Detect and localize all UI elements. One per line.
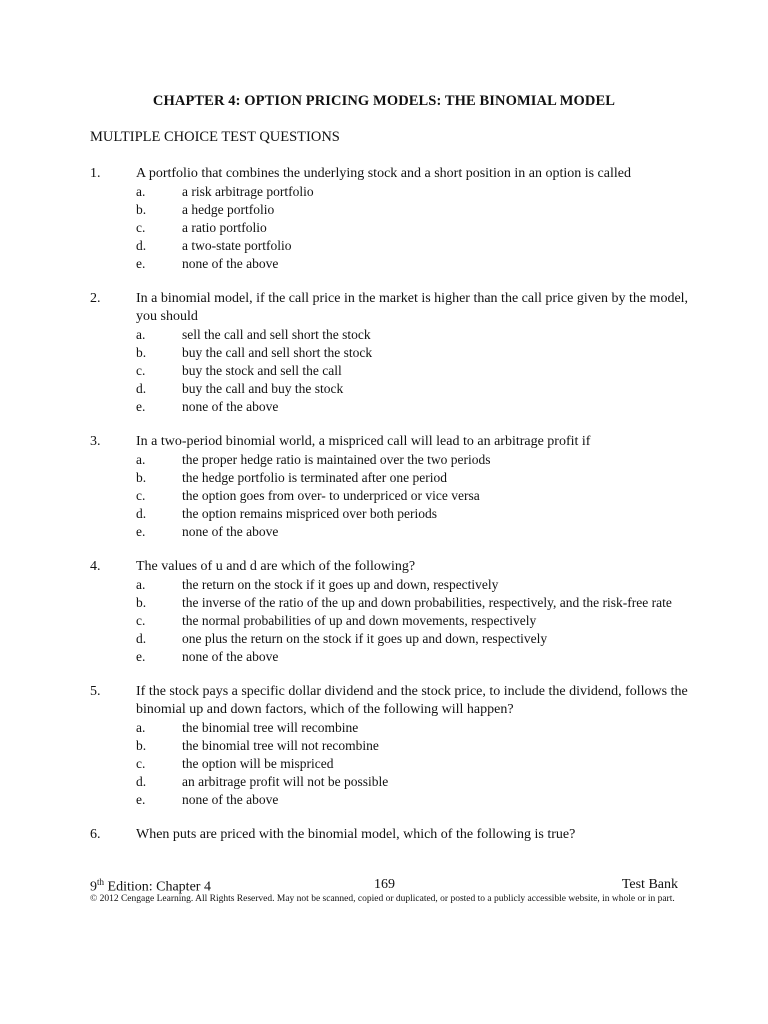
option-text: the proper hedge ratio is maintained over the two periods xyxy=(182,452,491,467)
answer-option xyxy=(90,487,690,505)
option-letter: c. xyxy=(136,488,146,503)
question-stem xyxy=(90,290,690,326)
option-text: a risk arbitrage portfolio xyxy=(182,184,314,199)
option-letter: e. xyxy=(136,256,146,271)
option-text: the option goes from over- to underpriced or vice versa xyxy=(182,488,480,503)
option-text: none of the above xyxy=(182,792,279,807)
option-letter: a. xyxy=(136,452,146,467)
option-letter: c. xyxy=(136,363,146,378)
answer-option xyxy=(90,344,690,362)
question-stem xyxy=(90,558,690,576)
answer-option xyxy=(90,523,690,541)
page-footer xyxy=(90,877,678,896)
answer-option xyxy=(90,791,690,809)
question-item xyxy=(90,290,690,416)
option-letter: d. xyxy=(136,506,147,521)
footer-test-bank: Test Bank xyxy=(621,877,678,892)
option-letter: d. xyxy=(136,381,147,396)
answer-option xyxy=(90,255,690,273)
question-text: The values of u and d are which of the following? xyxy=(136,559,416,574)
option-text: the inverse of the ratio of the up and down probabilities, respectively, and the risk-free rate xyxy=(182,595,672,610)
option-letter: c. xyxy=(136,756,146,771)
option-text: none of the above xyxy=(182,649,279,664)
question-number: 4. xyxy=(90,559,101,574)
answer-option xyxy=(90,237,690,255)
option-letter: b. xyxy=(136,345,147,360)
footer-page-number: 169 xyxy=(374,877,395,892)
option-text: buy the call and buy the stock xyxy=(182,381,344,396)
answer-option xyxy=(90,630,690,648)
option-text: buy the stock and sell the call xyxy=(182,363,342,378)
question-item xyxy=(90,826,690,844)
option-text: the hedge portfolio is terminated after one period xyxy=(182,470,448,485)
answer-option xyxy=(90,219,690,237)
option-letter: a. xyxy=(136,720,146,735)
option-letter: b. xyxy=(136,470,147,485)
answer-option xyxy=(90,201,690,219)
answer-option xyxy=(90,737,690,755)
option-text: an arbitrage profit will not be possible xyxy=(182,774,389,789)
question-number: 2. xyxy=(90,291,101,306)
question-number: 6. xyxy=(90,827,101,842)
option-letter: e. xyxy=(136,649,146,664)
option-text: the option remains mispriced over both periods xyxy=(182,506,437,521)
copyright-notice: © 2012 Cengage Learning. All Rights Reserved. May not be scanned, copied or duplicated, or posted to a publicly accessible website, in whole or in part. xyxy=(90,894,675,904)
answer-option xyxy=(90,451,690,469)
option-text: none of the above xyxy=(182,524,279,539)
option-letter: e. xyxy=(136,399,146,414)
footer-edition: 9th Edition: Chapter 4 xyxy=(90,877,211,895)
answer-option xyxy=(90,380,690,398)
option-letter: b. xyxy=(136,202,147,217)
answer-option xyxy=(90,326,690,344)
option-text: a two-state portfolio xyxy=(182,238,292,253)
question-number: 5. xyxy=(90,684,101,699)
chapter-title: CHAPTER 4: OPTION PRICING MODELS: THE BINOMIAL MODEL xyxy=(152,93,616,109)
section-heading: MULTIPLE CHOICE TEST QUESTIONS xyxy=(90,129,340,145)
option-letter: a. xyxy=(136,577,146,592)
question-stem xyxy=(90,165,690,183)
option-letter: a. xyxy=(136,184,146,199)
answer-option xyxy=(90,648,690,666)
option-text: the binomial tree will recombine xyxy=(182,720,359,735)
option-text: the binomial tree will not recombine xyxy=(182,738,379,753)
option-letter: c. xyxy=(136,220,146,235)
option-letter: e. xyxy=(136,524,146,539)
question-list xyxy=(90,165,690,861)
question-item xyxy=(90,683,690,809)
option-letter: b. xyxy=(136,595,147,610)
question-text: If the stock pays a specific dollar dividend and the stock price, to include the dividend, follows the binomial up and down factors, which of the following will happen? xyxy=(136,684,688,717)
option-letter: e. xyxy=(136,792,146,807)
option-text: a ratio portfolio xyxy=(182,220,267,235)
option-letter: a. xyxy=(136,327,146,342)
option-text: buy the call and sell short the stock xyxy=(182,345,373,360)
answer-option xyxy=(90,469,690,487)
answer-option xyxy=(90,755,690,773)
answer-option xyxy=(90,576,690,594)
answer-option xyxy=(90,183,690,201)
option-text: sell the call and sell short the stock xyxy=(182,327,371,342)
answer-option xyxy=(90,505,690,523)
question-item xyxy=(90,433,690,541)
option-text: the normal probabilities of up and down movements, respectively xyxy=(182,613,537,628)
option-text: none of the above xyxy=(182,399,279,414)
question-text: A portfolio that combines the underlying stock and a short position in an option is called xyxy=(136,166,631,181)
option-letter: d. xyxy=(136,238,147,253)
option-letter: d. xyxy=(136,631,147,646)
question-text: In a two-period binomial world, a mispriced call will lead to an arbitrage profit if xyxy=(136,434,591,449)
option-letter: c. xyxy=(136,613,146,628)
answer-option xyxy=(90,612,690,630)
question-stem xyxy=(90,683,690,719)
answer-option xyxy=(90,773,690,791)
answer-option xyxy=(90,362,690,380)
question-item xyxy=(90,558,690,666)
option-text: the option will be mispriced xyxy=(182,756,334,771)
option-letter: d. xyxy=(136,774,147,789)
option-text: none of the above xyxy=(182,256,279,271)
option-text: one plus the return on the stock if it goes up and down, respectively xyxy=(182,631,548,646)
question-stem xyxy=(90,433,690,451)
answer-option xyxy=(90,594,690,612)
question-number: 3. xyxy=(90,434,101,449)
option-text: a hedge portfolio xyxy=(182,202,275,217)
option-text: the return on the stock if it goes up and down, respectively xyxy=(182,577,499,592)
question-text: In a binomial model, if the call price in the market is higher than the call price given by the model, you should xyxy=(136,291,689,324)
option-letter: b. xyxy=(136,738,147,753)
question-stem xyxy=(90,826,690,844)
answer-option xyxy=(90,719,690,737)
answer-option xyxy=(90,398,690,416)
question-number: 1. xyxy=(90,166,101,181)
question-text: When puts are priced with the binomial model, which of the following is true? xyxy=(136,827,576,842)
question-item xyxy=(90,165,690,273)
